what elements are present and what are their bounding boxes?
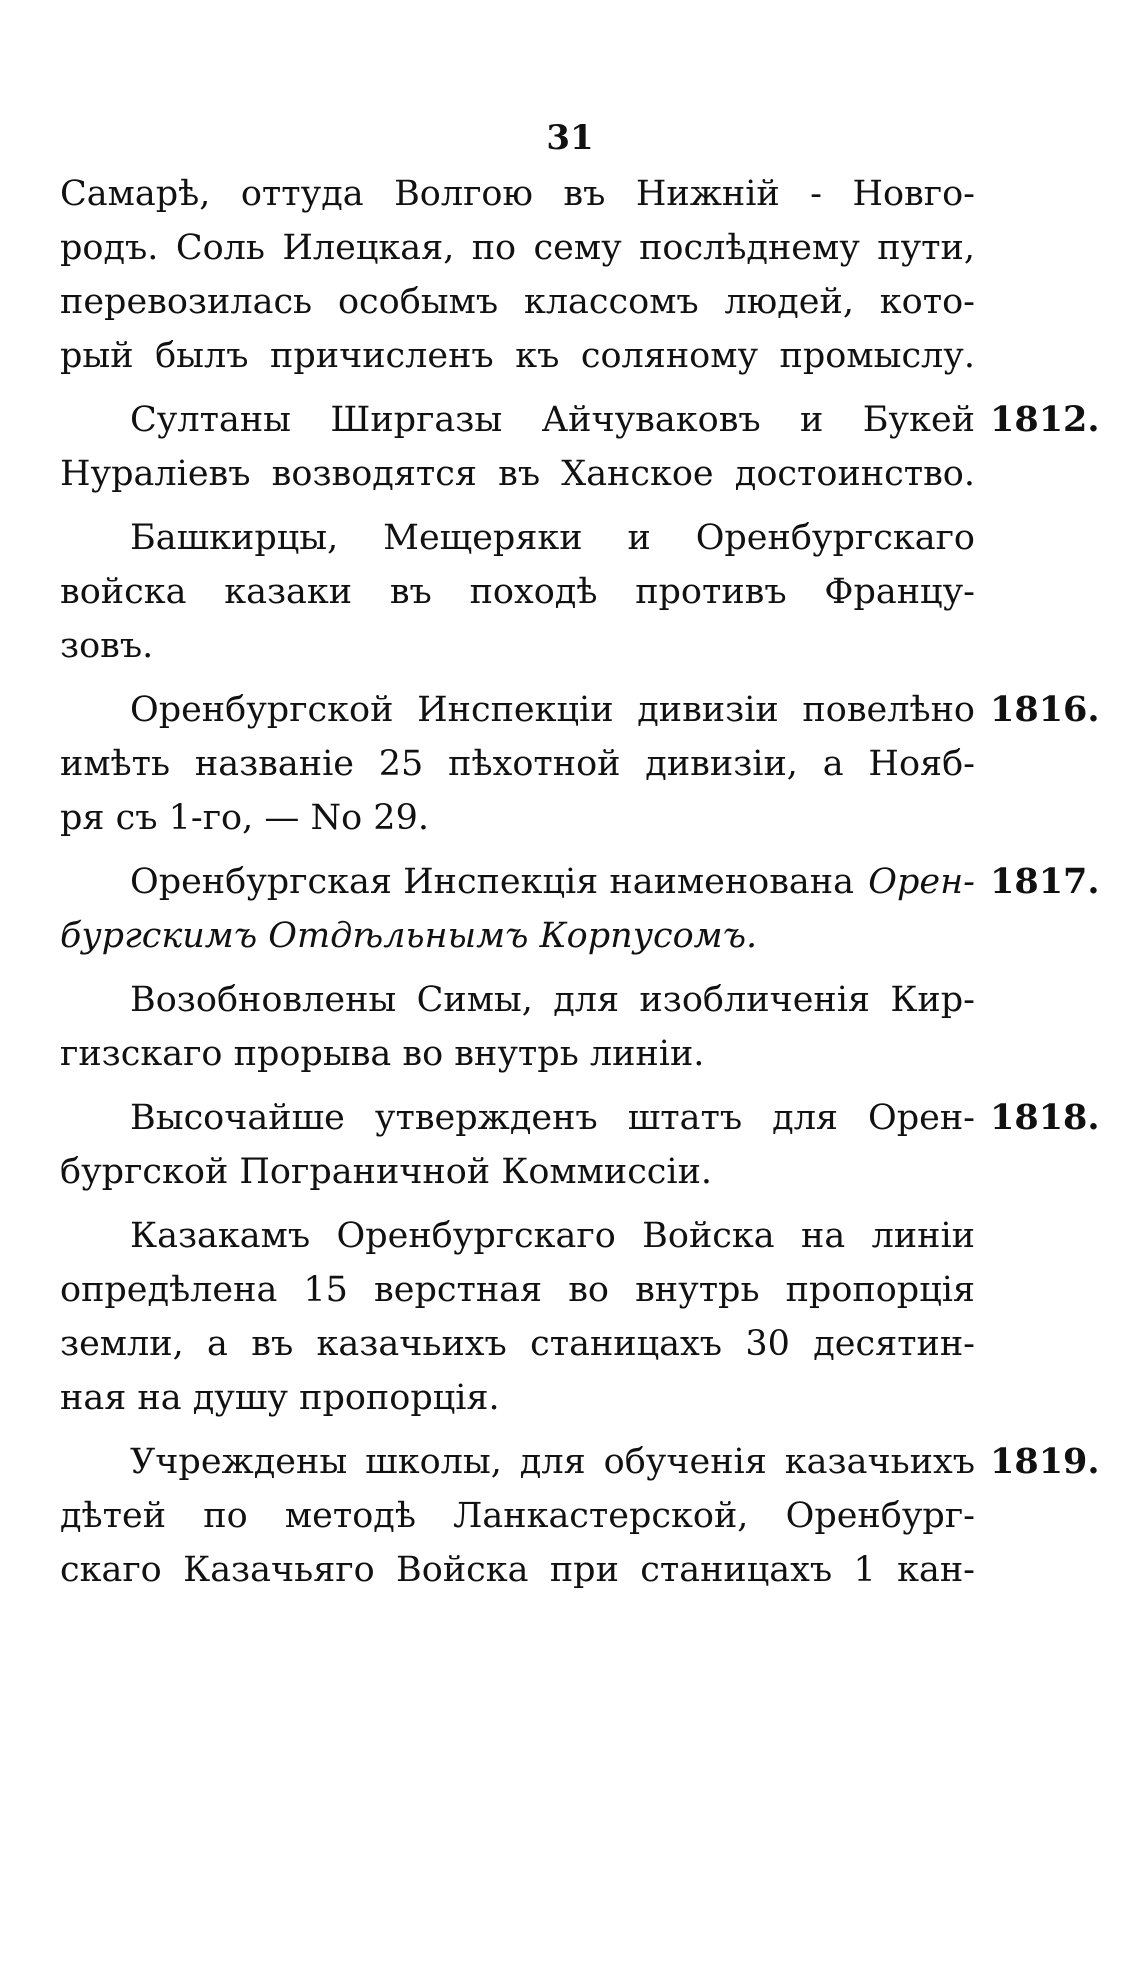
text-line: ная на душу пропорція. xyxy=(60,1378,500,1418)
text-line: перевозилась особымъ классомъ людей, кото- xyxy=(60,282,975,322)
margin-year: 1816. xyxy=(990,689,1100,730)
text-line: земли, а въ казачьихъ станицахъ 30 десятин- xyxy=(60,1324,975,1364)
text-line: зовъ. xyxy=(60,626,154,666)
text-run: Оренбургская Инспекція наименована xyxy=(130,862,854,902)
text-line: Высочайше утвержденъ штатъ для Орен- xyxy=(130,1098,975,1138)
text-line: рый былъ причисленъ къ соляному промыслу. xyxy=(60,336,975,376)
text-line: имѣть названіе 25 пѣхотной дивизіи, а Нояб- xyxy=(60,744,975,784)
text-line: Самарѣ, оттуда Волгою въ Нижній - Новго- xyxy=(60,174,975,214)
margin-year: 1818. xyxy=(990,1097,1100,1138)
margin-year: 1812. xyxy=(990,399,1100,440)
text-line: дѣтей по методѣ Ланкастерской, Оренбург- xyxy=(60,1496,975,1536)
text-line: бургской Пограничной Коммиссіи. xyxy=(60,1152,713,1192)
page-number: 31 xyxy=(546,118,594,158)
text-line: Возобновлены Симы, для изобличенія Кир- xyxy=(130,980,975,1020)
text-line: опредѣлена 15 верстная во внутрь пропорція xyxy=(60,1270,975,1310)
text-line: Султаны Ширгазы Айчуваковъ и Букей xyxy=(130,400,975,440)
text-line xyxy=(130,858,975,906)
text-line: Учреждены школы, для обученія казачьихъ xyxy=(130,1442,975,1482)
text-line: Оренбургской Инспекціи дивизіи повелѣно xyxy=(130,690,975,730)
text-line: родъ. Соль Илецкая, по сему послѣднему пути, xyxy=(60,228,975,268)
margin-year: 1817. xyxy=(990,861,1100,902)
italic-run: Орен- xyxy=(868,862,975,902)
text-line: войска казаки въ походѣ противъ Францу- xyxy=(60,572,975,612)
text-line: Башкирцы, Мещеряки и Оренбургскаго xyxy=(130,518,975,558)
text-line: Нураліевъ возводятся въ Ханское достоинство. xyxy=(60,454,975,494)
italic-line: бургскимъ Отдѣльнымъ Корпусомъ. xyxy=(60,916,758,956)
text-line: Казакамъ Оренбургскаго Войска на линіи xyxy=(130,1216,975,1256)
text-line: ря съ 1-го, — No 29. xyxy=(60,798,429,838)
margin-year: 1819. xyxy=(990,1441,1100,1482)
text-line: скаго Казачьяго Войска при станицахъ 1 кан- xyxy=(60,1550,975,1590)
text-line: гизскаго прорыва во внутрь линіи. xyxy=(60,1034,705,1074)
